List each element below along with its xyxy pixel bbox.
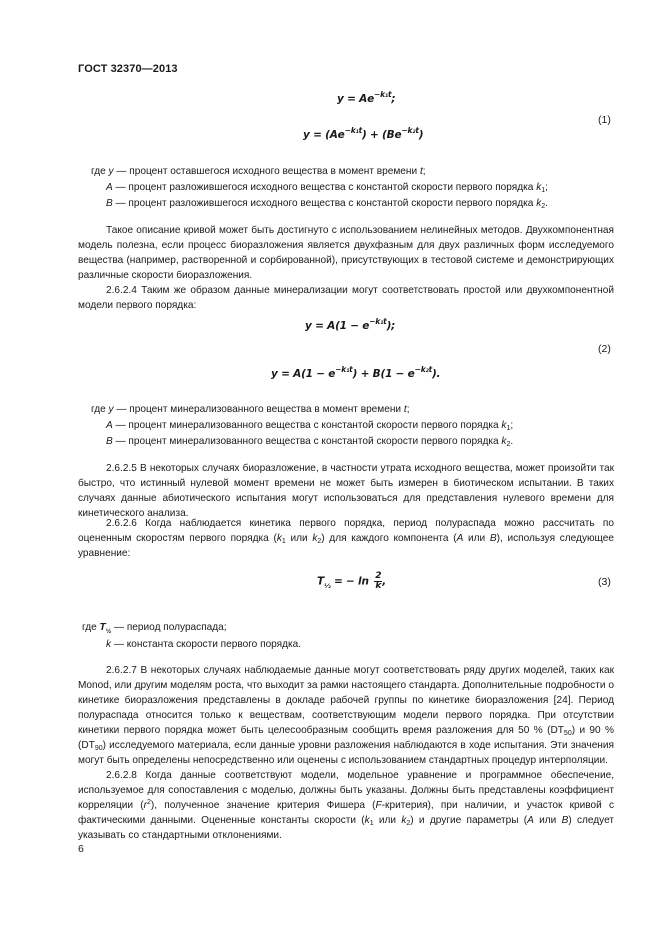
definition-2-a: A — процент минерализованного вещества с константой скорости первого порядка $k_1$; — [106, 420, 514, 432]
equation-1-line-1: $y = Ae^{-k_1t}$; — [337, 90, 396, 105]
definition-2-b: B — процент минерализованного вещества с константой скорости первого порядка $k_2$. — [106, 436, 514, 448]
equation-3: T½ = − ln $\frac{2}{k}$ , — [317, 571, 387, 591]
paragraph-2-6-2-6: 2.6.2.6 Когда наблюдается кинетика первого порядка, период полураспада можно рассчитать по оцененным скоростям первого порядка ($k_1$ или $k_2$) для каждого компонента (A или B), используя следующее уравнение: — [78, 518, 614, 559]
definition-2-y: где y — процент минерализованного вещества в момент времени t; — [91, 404, 410, 415]
definition-1-y: где y — процент оставшегося исходного вещества в момент времени t; — [91, 166, 426, 177]
definition-3-t: где T½ — период полураспада; — [82, 622, 227, 635]
page-number: 6 — [78, 843, 84, 855]
equation-1-line-2: $y = (Ae^{-k_1t}) + (Be^{-k_2t})$ — [303, 126, 424, 141]
equation-1-number: (1) — [598, 114, 611, 126]
paragraph-2-6-2-7: 2.6.2.7 В некоторых случаях наблюдаемые данные могут соответствовать ряду других моделей, таких как Monod, или другим моделям роста, что выходит за рамки настоящего стандарта. Дополнительные подробности о кинетике биоразложения представлены в докладе рабочей группы по кинетике биоразложения [24]. Период полураспада относится только к веществам, соответствующим модели первого порядка. При отсутствии кинетики первого порядка может быть целесообразным сообщить время разложения для 50 % $(DT_{50})$ и 90 % $(DT_{90})$ исследуемого материала, если данные уровни разложения наблюдаются в ходе испытания. Эти значения могут быть определены непосредственно или оценены с использованием стандартных процедур интерполяции. — [78, 665, 614, 766]
document-header: ГОСТ 32370—2013 — [78, 63, 178, 75]
definition-3-k: k — константа скорости первого порядка. — [106, 639, 302, 650]
paragraph-2-6-2-4: 2.6.2.4 Таким же образом данные минерализации могут соответствовать простой или двухкомпонентной модели первого порядка: — [78, 285, 614, 311]
equation-2-line-1: $y = A(1 - e^{-k_1t})$; — [305, 317, 396, 332]
equation-3-number: (3) — [598, 576, 611, 588]
paragraph-2-6-2-5: 2.6.2.5 В некоторых случаях биоразложение, в частности утрата исходного вещества, может произойти так быстро, что истинный нулевой момент времени не может быть измерен в биотическом испытании. В таких случаях данные абиотического испытания могут использоваться для представления нулевого времени для кинетического анализа. — [78, 463, 614, 519]
definition-1-a: A — процент разложившегося исходного вещества с константой скорости первого порядка $k_1$; — [106, 182, 548, 194]
equation-2-line-2: $y = A(1 - e^{-k_1t}) + B(1 - e^{-k_2t})$. — [271, 365, 441, 380]
paragraph-2-6-2-8: 2.6.2.8 Когда данные соответствуют модели, модельное уравнение и программное обеспечение, используемое для сопоставления с моделью, должны быть указаны. Должны быть представлены коэффициент корреляции $(r^2)$, полученное значение критерия Фишера (F-критерия), при наличии, и участок кривой с фактическими данными. Оцененные константы скорости ($k_1$ или $k_2$) и другие параметры (A или B) следует указывать со стандартными отклонениями. — [78, 770, 615, 841]
equation-3-fraction: $\frac{2}{k}$ — [375, 571, 382, 591]
definition-1-b: B — процент разложившегося исходного вещества с константой скорости первого порядка $k_2$. — [106, 198, 548, 210]
equation-2-number: (2) — [598, 343, 611, 355]
paragraph-two-component-model: Такое описание кривой может быть достигнуто с использованием нелинейных методов. Двухкомпонентная модель полезна, если процесс биоразложения является двухфазным для двух различных форм исследуемого вещества (например, растворенной и сорбированной), присутствующих в тестовой системе и демонстрирующих различные скорости биоразложения. — [78, 225, 614, 281]
